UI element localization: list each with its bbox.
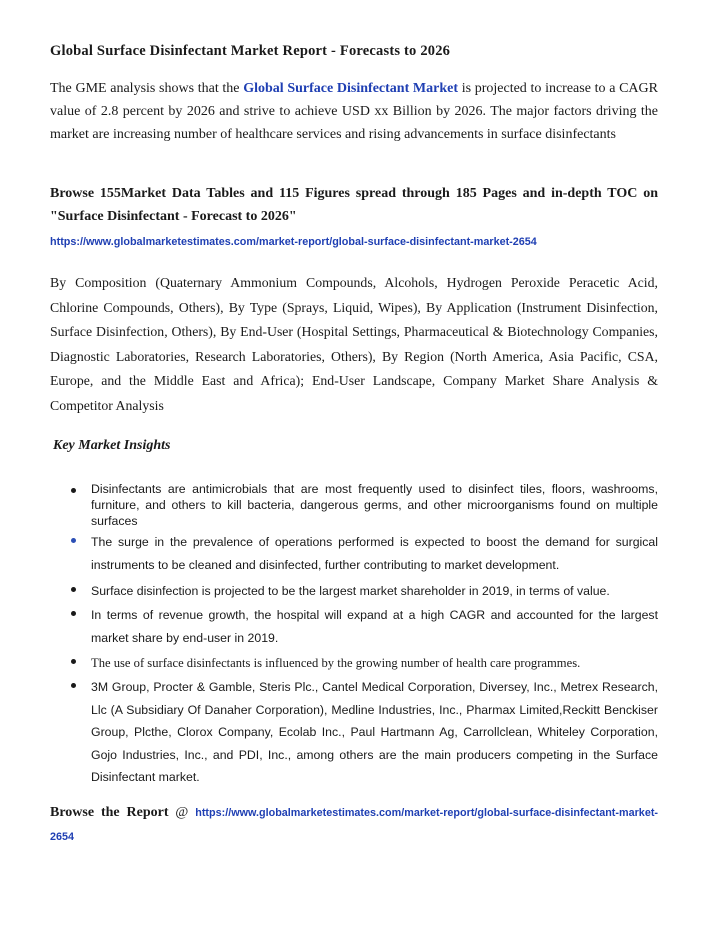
report-link[interactable]: https://www.globalmarketestimates.com/market-report/global-surface-disinfectant-market-2654	[50, 236, 537, 248]
list-item-text: Disinfectants are antimicrobials that are most frequently used to disinfect tiles, floors, washrooms, furniture, and others to kill bacteria, dangerous germs, and other microorganisms found on multiple surfaces	[91, 482, 658, 528]
intro-before: The GME analysis shows that the	[50, 81, 240, 96]
browse-report-label: Browse the Report	[50, 805, 169, 820]
bullet-icon	[71, 659, 76, 664]
intro-after: is projected to increase to a CAGR value of 2.8 percent by 2026 and strive to achieve USD xx Billion by 2026. The major factors driving the market are increasing number of healthcare services and rising advancements in surface disinfectants	[50, 81, 658, 142]
list-item	[70, 676, 658, 789]
bullet-icon	[71, 488, 76, 493]
bullet-icon	[71, 587, 76, 592]
at-sign: @	[175, 805, 189, 820]
list-item	[70, 580, 658, 602]
footer-report-link[interactable]: https://www.globalmarketestimates.com/market-report/global-surface-disinfectant-market-2654	[50, 807, 659, 843]
list-item	[70, 481, 658, 529]
intro-paragraph	[50, 77, 658, 146]
segments-paragraph: By Composition (Quaternary Ammonium Compounds, Alcohols, Hydrogen Peroxide Peracetic Acid, Chlorine Compounds, Others), By Type (Sprays, Liquid, Wipes), By Application (Instrument Disinfection, Surface Disinfection, Others), By End-User (Hospital Settings, Pharmaceutical & Biotechnology Companies, Diagnostic Laboratories, Research Laboratories, Others), By Region (North America, Asia Pacific, CSA, Europe, and the Middle East and Africa); End-User Landscape, Company Market Share Analysis & Competitor Analysis	[50, 275, 658, 413]
bullet-icon	[71, 538, 76, 543]
list-item-text: The surge in the prevalence of operations performed is expected to boost the demand for surgical instruments to be cleaned and disinfected, further contributing to market development.	[91, 535, 658, 572]
insights-heading: Key Market Insights	[53, 438, 171, 453]
bullet-icon	[71, 683, 76, 688]
page-title: Global Surface Disinfectant Market Report - Forecasts to 2026	[50, 43, 451, 59]
list-item-text: In terms of revenue growth, the hospital will expand at a high CAGR and accounted for the largest market share by end-user in 2019.	[91, 608, 658, 645]
list-item-text: The use of surface disinfectants is influenced by the growing number of health care programmes.	[91, 656, 581, 670]
browse-tables-heading: Browse 155Market Data Tables and 115 Figures spread through 185 Pages and in-depth TOC on "Surface Disinfectant - Forecast to 2026"	[50, 186, 658, 224]
list-item	[70, 604, 658, 649]
bullet-icon	[71, 611, 76, 616]
market-highlight: Global Surface Disinfectant Market	[243, 81, 459, 96]
list-item	[70, 652, 658, 674]
list-item	[70, 531, 658, 576]
browse-report-footer	[50, 801, 658, 849]
list-item-text: 3M Group, Procter & Gamble, Steris Plc., Cantel Medical Corporation, Diversey, Inc., Metrex Research, Llc (A Subsidiary Of Danaher Corporation), Medline Industries, Inc., Pharmax Limited,Reckitt Benckiser Group, Plcthe, Clorox Company, Ecolab Inc., Paul Hartmann Ag, Carrollclean, Whiteley Corporation, Gojo Industries, Inc., and PDI, Inc., among others are the main producers competing in the Surface Disinfectant market.	[91, 680, 658, 784]
insights-list	[70, 481, 658, 789]
list-item-text: Surface disinfection is projected to be the largest market shareholder in 2019, in terms of value.	[91, 584, 610, 598]
